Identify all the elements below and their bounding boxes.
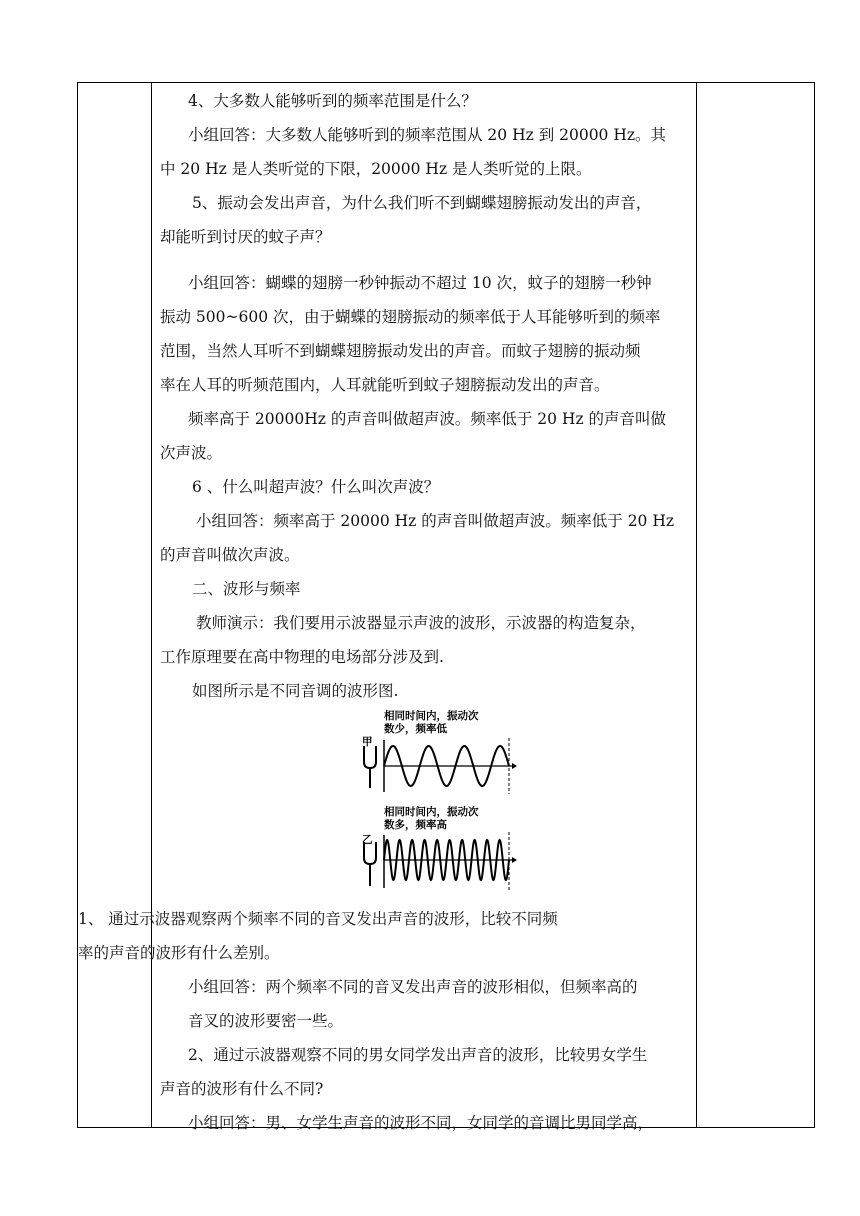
demo-line-2: 工作原理要在高中物理的电场部分涉及到. <box>160 648 444 666</box>
answer-4-line-1: 小组回答：大多数人能够听到的频率范围从 20 Hz 到 20000 Hz。其 <box>188 126 667 144</box>
answer-6-line-2: 的声音叫做次声波。 <box>160 546 300 564</box>
bottom-arrow-icon <box>512 857 517 863</box>
waveform-figure <box>358 710 518 900</box>
definition-line-2: 次声波。 <box>160 444 223 462</box>
question-5-line-1: 5、振动会发出声音，为什么我们听不到蝴蝶翅膀振动发出的声音， <box>192 194 652 212</box>
figure-intro: 如图所示是不同音调的波形图. <box>192 682 399 700</box>
column-divider-1 <box>151 83 152 1127</box>
waveform-diagram <box>358 710 518 900</box>
section-heading: 二、波形与频率 <box>192 580 301 598</box>
top-fork-mark: 甲 <box>362 736 373 748</box>
bottom-caption-line-2: 数多，频率高 <box>384 819 447 831</box>
bottom-fork-mark: 乙 <box>362 834 373 846</box>
answer-5-line-1: 小组回答：蝴蝶的翅膀一秒钟振动不超过 10 次，蚊子的翅膀一秒钟 <box>188 274 652 292</box>
question-6: 6 、什么叫超声波？什么叫次声波？ <box>192 478 440 496</box>
response-2-line-1: 小组回答：男、女学生声音的波形不同，女同学的音调比男同学高， <box>188 1114 654 1132</box>
top-caption-line-1: 相同时间内，振动次 <box>384 710 479 722</box>
response-1-line-2: 音叉的波形要密一些。 <box>188 1012 344 1030</box>
lesson-content <box>78 84 696 1140</box>
answer-5-line-4: 率在人耳的听频范围内，人耳就能听到蚊子翅膀振动发出的声音。 <box>160 376 610 394</box>
demo-line-1: 教师演示：我们要用示波器显示声波的波形，示波器的构造复杂， <box>196 614 646 632</box>
spacer <box>160 254 696 266</box>
task-1-line-1: 1、 通过示波器观察两个频率不同的音叉发出声音的波形，比较不同频 <box>78 910 558 928</box>
task-2-line-2: 声音的波形有什么不同? <box>160 1080 324 1098</box>
response-1-line-1: 小组回答：两个频率不同的音叉发出声音的波形相似，但频率高的 <box>188 978 638 996</box>
tuning-fork-bottom-icon <box>364 842 376 886</box>
answer-6-line-1: 小组回答：频率高于 20000 Hz 的声音叫做超声波。频率低于 20 Hz <box>196 512 675 530</box>
tuning-fork-top-icon <box>364 746 376 788</box>
column-divider-2 <box>696 83 697 1127</box>
top-arrow-icon <box>512 763 517 769</box>
task-2-line-1: 2、通过示波器观察不同的男女同学发出声音的波形，比较男女学生 <box>188 1046 648 1064</box>
top-caption-line-2: 数少，频率低 <box>384 723 447 735</box>
answer-4-line-2: 中 20 Hz 是人类听觉的下限，20000 Hz 是人类听觉的上限。 <box>160 160 592 178</box>
bottom-caption-line-1: 相同时间内，振动次 <box>384 806 479 818</box>
answer-5-line-2: 振动 500~600 次，由于蝴蝶的翅膀振动的频率低于人耳能够听到的频率 <box>160 308 661 326</box>
task-1-line-2: 率的声音的波形有什么差别。 <box>78 944 280 962</box>
question-5-line-2: 却能听到讨厌的蚊子声？ <box>160 228 331 246</box>
high-frequency-wave <box>384 840 509 880</box>
definition-line-1: 频率高于 20000Hz 的声音叫做超声波。频率低于 20 Hz 的声音叫做 <box>188 410 667 428</box>
answer-5-line-3: 范围，当然人耳听不到蝴蝶翅膀振动发出的声音。而蚊子翅膀的振动频 <box>160 342 641 360</box>
question-4: 4、大多数人能够听到的频率范围是什么？ <box>188 92 477 110</box>
